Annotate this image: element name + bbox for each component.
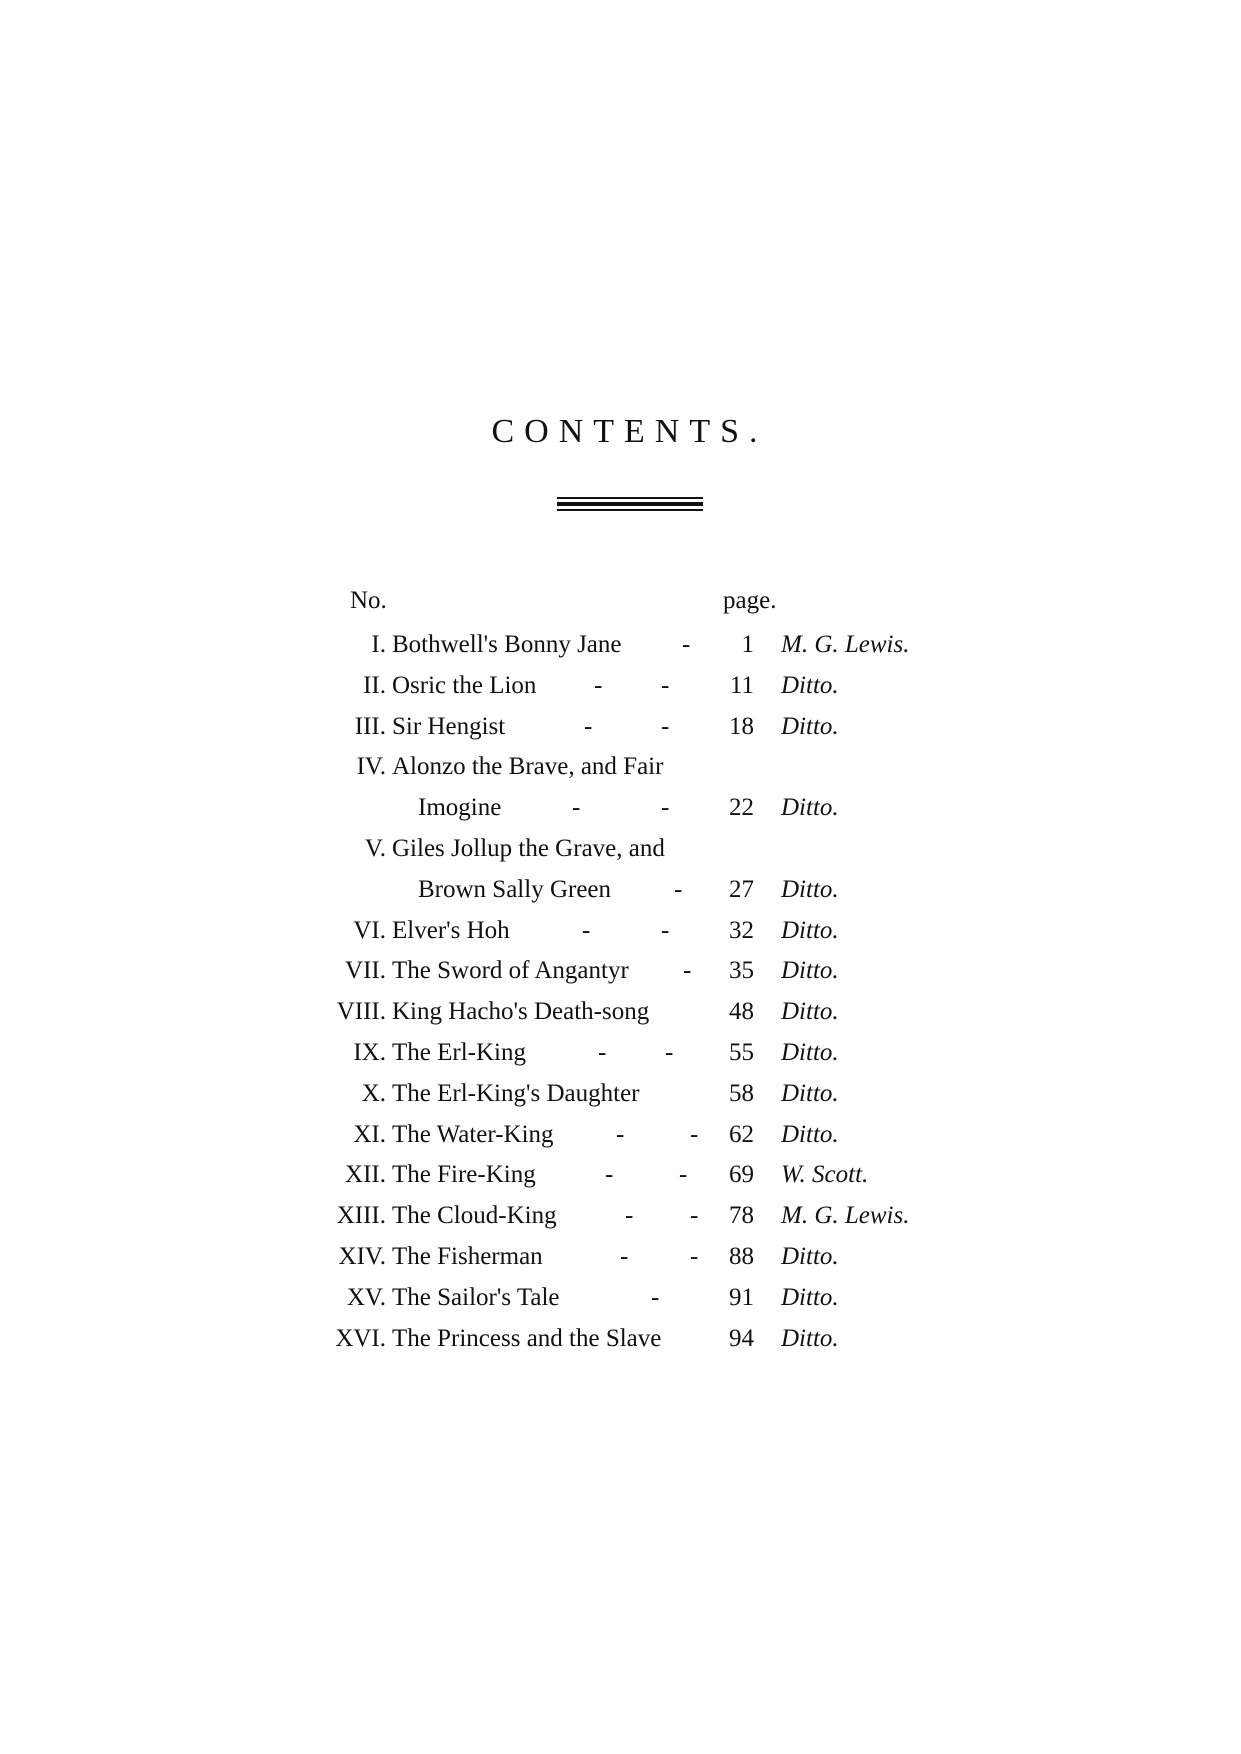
entry-title: King Hacho's Death-song [392,998,650,1026]
leader-dash: - [661,916,670,944]
leader-dash: - [582,916,591,944]
list-item [0,788,1241,829]
list-item [0,707,1241,748]
entry-title: The Sailor's Tale [392,1283,560,1311]
list-item [0,870,1241,911]
entry-page-number: 69 [729,1161,754,1189]
entry-number: XV. [346,1283,386,1311]
list-item [0,1319,1241,1360]
entry-author: Ditto. [781,1324,839,1352]
entry-page-number: 88 [729,1242,754,1270]
leader-dash: - [594,671,603,699]
list-item [0,911,1241,952]
entry-title: Brown Sally Green [418,875,612,903]
entry-author: Ditto. [781,671,839,699]
entry-author: Ditto. [781,1079,839,1107]
entry-number: XIV. [338,1242,386,1270]
entry-number: VIII. [336,998,386,1026]
leader-dash: - [690,1120,699,1148]
entry-page-number: 48 [729,998,754,1026]
entry-page-number: 18 [729,712,754,740]
entry-page-number: 11 [729,671,754,699]
entry-number: X. [361,1079,386,1107]
entry-page-number: 32 [729,916,754,944]
entry-number: XIII. [336,1202,386,1230]
entry-title: The Cloud-King [392,1202,557,1230]
entry-title: Sir Hengist [392,712,506,740]
entry-author: Ditto. [781,1283,839,1311]
column-header-page: page. [723,587,777,614]
entry-number: XVI. [335,1324,386,1352]
entry-page-number: 35 [729,957,754,985]
entry-author: Ditto. [781,712,839,740]
entry-page-number: 55 [729,1038,754,1066]
entry-author: M. G. Lewis. [781,1202,910,1230]
list-item [0,992,1241,1033]
leader-dash: - [690,1242,699,1270]
entry-page-number: 94 [729,1324,754,1352]
entry-title: The Erl-King's Daughter [392,1079,640,1107]
entry-title: Imogine [418,794,502,822]
entry-page-number: 1 [741,631,754,658]
list-item [0,1115,1241,1156]
leader-dash: - [625,1202,634,1230]
entry-page-number: 78 [729,1202,754,1230]
entry-title: Alonzo the Brave, and Fair [392,753,664,781]
leader-dash: - [690,1202,699,1230]
list-item [0,1155,1241,1196]
rule-line [557,502,703,506]
entry-title: The Sword of Angantyr [392,957,629,985]
contents-list [0,625,1241,1359]
leader-dash: - [620,1242,629,1270]
leader-dash: - [651,1283,660,1311]
list-item [0,666,1241,707]
entry-author: Ditto. [781,957,839,985]
leader-dash: - [616,1120,625,1148]
entry-title: Bothwell's Bonny Jane [392,631,622,658]
list-item [0,1278,1241,1319]
leader-dash: - [584,712,593,740]
entry-title: The Water-King [392,1120,554,1148]
entry-author: Ditto. [781,875,839,903]
leader-dash: - [605,1161,614,1189]
entry-number: III. [354,712,386,740]
entry-author: Ditto. [781,1242,839,1270]
column-header-number: No. [350,587,387,614]
entry-title: Elver's Hoh [392,916,510,944]
entry-title: The Fisherman [392,1242,543,1270]
list-item [0,747,1241,788]
entry-number: I. [371,631,386,658]
entry-number: XI. [353,1120,386,1148]
entry-author: Ditto. [781,794,839,822]
leader-dash: - [598,1038,607,1066]
list-item [0,951,1241,992]
entry-title: The Fire-King [392,1161,536,1189]
entry-number: II. [363,671,386,699]
list-item [0,1237,1241,1278]
leader-dash: - [661,794,670,822]
leader-dash: - [683,957,692,985]
list-item [0,1033,1241,1074]
entry-title: The Erl-King [392,1038,526,1066]
entry-title: Osric the Lion [392,671,537,699]
entry-author: Ditto. [781,1120,839,1148]
entry-number: XII. [345,1161,386,1189]
entry-page-number: 91 [729,1283,754,1311]
entry-page-number: 58 [729,1079,754,1107]
decorative-rule [557,497,703,511]
entry-author: W. Scott. [781,1161,869,1189]
leader-dash: - [661,712,670,740]
entry-page-number: 22 [729,794,754,822]
leader-dash: - [674,875,683,903]
entry-number: V. [364,834,386,862]
entry-title: The Princess and the Slave [392,1324,662,1352]
leader-dash: - [679,1161,688,1189]
list-item [0,625,1241,666]
rule-line [557,497,703,499]
entry-page-number: 27 [729,875,754,903]
entry-author: Ditto. [781,916,839,944]
leader-dash: - [572,794,581,822]
entry-number: VII. [345,957,386,985]
rule-line [557,509,703,511]
entry-author: Ditto. [781,1038,839,1066]
list-item [0,1196,1241,1237]
entry-author: M. G. Lewis. [781,631,910,658]
list-item [0,829,1241,870]
entry-number: IV. [356,753,386,781]
entry-number: IX. [353,1038,386,1066]
entry-title: Giles Jollup the Grave, and [392,834,665,862]
entry-page-number: 62 [729,1120,754,1148]
page-title: CONTENTS. [491,413,768,450]
leader-dash: - [682,631,691,658]
entry-number: VI. [353,916,386,944]
leader-dash: - [665,1038,674,1066]
list-item [0,1074,1241,1115]
entry-author: Ditto. [781,998,839,1026]
leader-dash: - [661,671,670,699]
